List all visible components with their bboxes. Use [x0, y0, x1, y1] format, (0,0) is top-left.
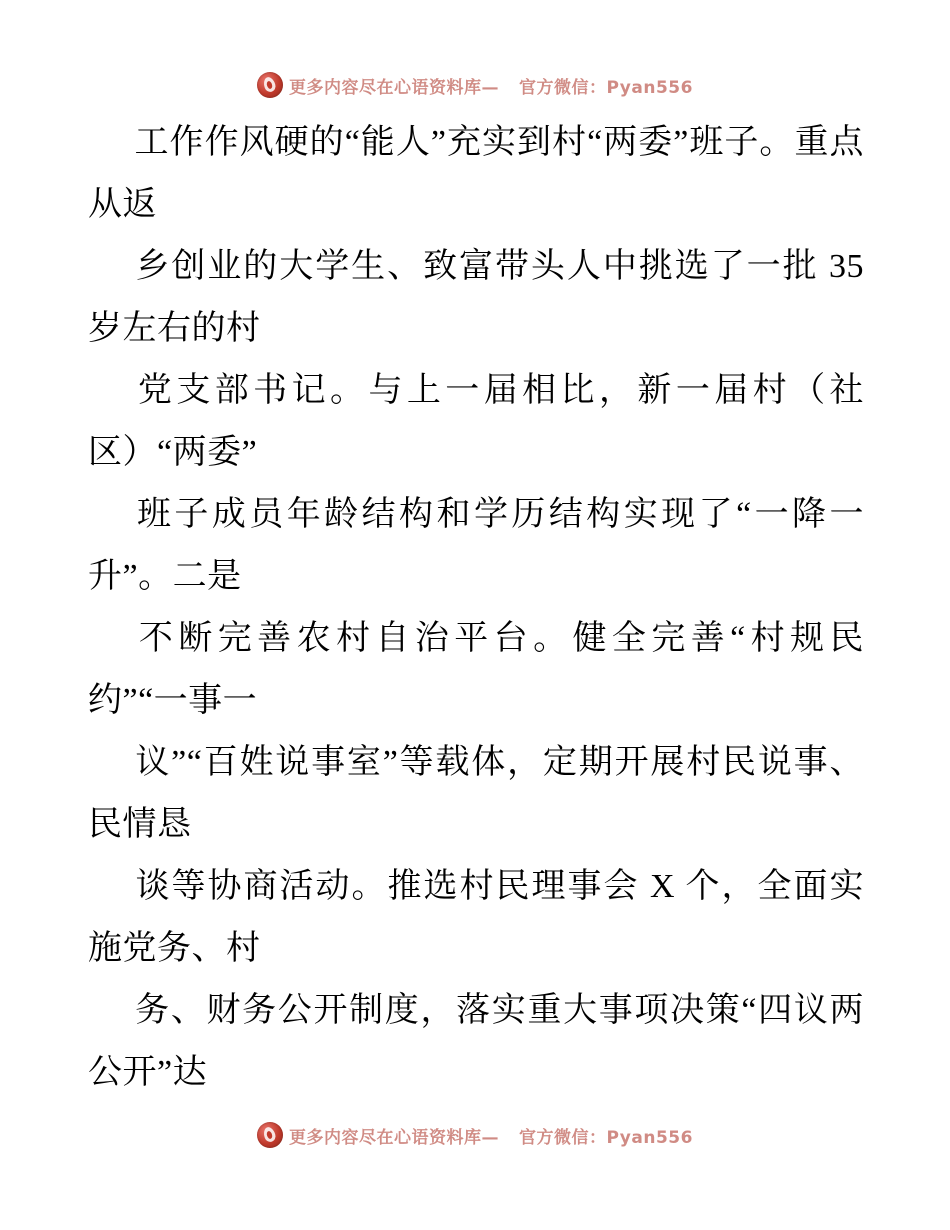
paragraph-text: 议”“百姓说事室”等载体，定期开展村民说事、民情恳 [88, 744, 864, 843]
paragraph-line [88, 732, 864, 856]
paragraph-line [88, 608, 864, 732]
watermark-top [0, 72, 950, 98]
watermark-text: 更多内容尽在心语资料库— [289, 77, 500, 98]
paragraph-line [88, 980, 864, 1104]
paragraph-line [88, 112, 864, 236]
paragraph-text: 乡创业的大学生、致富带头人中挑选了一批 35 岁左右的村 [88, 248, 873, 347]
paragraph-line [88, 236, 873, 360]
paragraph-text: 谈等协商活动。推选村民理事会 X 个，全面实施党务、村 [88, 868, 864, 967]
flame-logo-icon [257, 72, 283, 98]
paragraph-line [88, 856, 864, 980]
paragraph-text: 务、财务公开制度，落实重大事项决策“四议两公开”达 [88, 992, 864, 1091]
watermark-bottom [0, 1122, 950, 1148]
paragraph-text: 班子成员年龄结构和学历结构实现了“一降一升”。二是 [88, 496, 864, 595]
watermark-text: 更多内容尽在心语资料库— [289, 1127, 500, 1148]
paragraph-text: 工作作风硬的“能人”充实到村“两委”班子。重点从返 [88, 124, 864, 223]
paragraph-line [88, 360, 864, 484]
flame-logo-icon [257, 1122, 283, 1148]
paragraph-text: 不断完善农村自治平台。健全完善“村规民约”“一事一 [88, 620, 864, 719]
paragraph-text: 党支部书记。与上一届相比，新一届村（社区）“两委” [88, 372, 864, 471]
watermark-wechat-text: 官方微信：Pyan556 [519, 1127, 693, 1148]
document-body [88, 112, 873, 1104]
watermark-wechat-text: 官方微信：Pyan556 [519, 77, 693, 98]
paragraph-line [88, 484, 864, 608]
